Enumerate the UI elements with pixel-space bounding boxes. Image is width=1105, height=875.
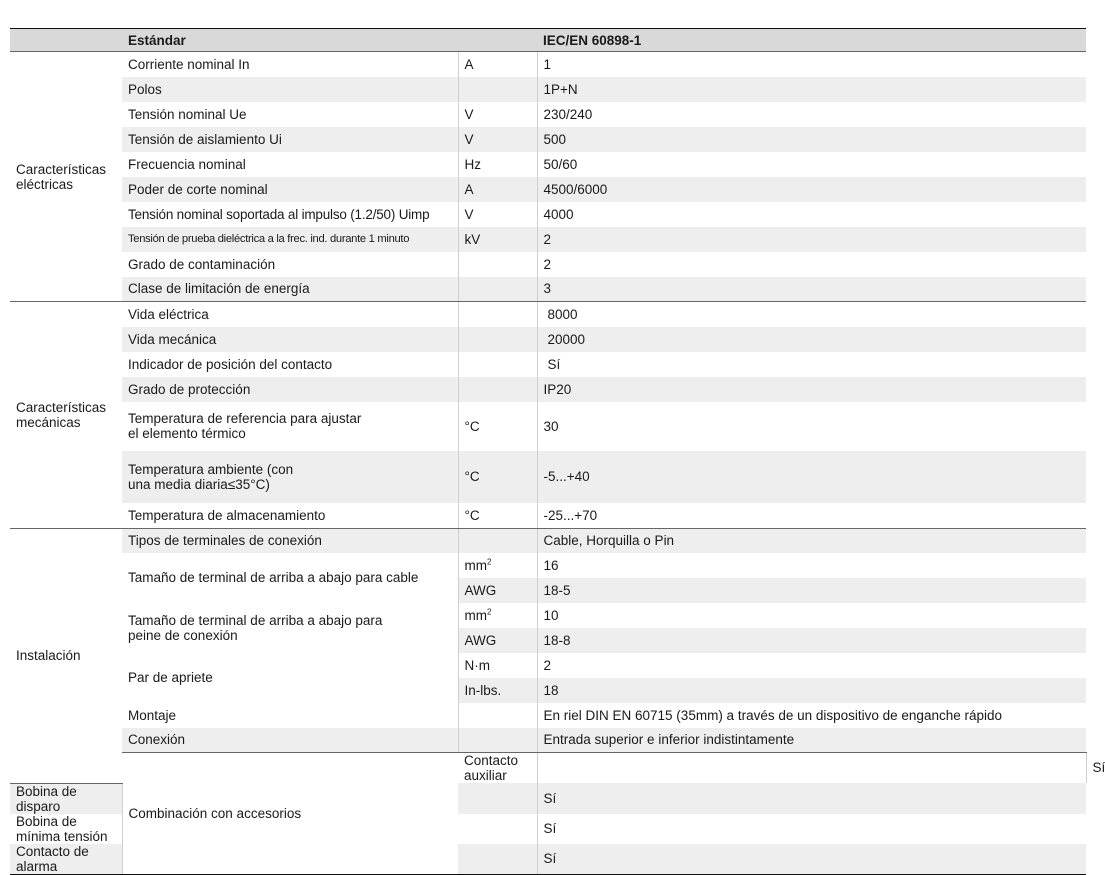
table-row — [10, 377, 1086, 402]
row-label: Grado de protección — [122, 377, 458, 402]
table-row: Combinación con accesorios Contacto auxiliar Sí — [10, 753, 1086, 784]
row-label: Poder de corte nominal — [122, 177, 458, 202]
row-unit: A — [458, 52, 537, 77]
row-value: 1P+N — [537, 77, 1086, 102]
row-label — [122, 603, 458, 653]
row-label: Polos — [122, 77, 458, 102]
row-unit — [458, 327, 537, 352]
row-unit — [458, 352, 537, 377]
table-row — [10, 703, 1086, 728]
row-value: 10 — [543, 607, 559, 623]
table-row — [10, 352, 1086, 377]
table-row — [10, 302, 1086, 327]
unit-text: mm — [464, 607, 487, 623]
row-label: Clase de limitación de energía — [122, 277, 458, 302]
unit-superscript: 2 — [487, 557, 492, 566]
table-row — [10, 177, 1086, 202]
row-label: Tensión nominal soportada al impulso (1.2/50) Uimp — [122, 202, 458, 227]
group-accessories: Combinación con accesorios — [122, 753, 458, 875]
row-value: 2 — [543, 657, 552, 673]
row-label: Contacto de alarma — [10, 844, 122, 875]
table-row — [10, 252, 1086, 277]
row-value: IP20 — [537, 377, 1086, 402]
row-value: Entrada superior e inferior indistintamente — [537, 728, 1086, 753]
row-label-line: Tamaño de terminal de arriba a abajo para — [128, 612, 383, 628]
unit-text: mm — [464, 557, 487, 573]
row-unit: °C — [458, 451, 537, 503]
table-row — [10, 77, 1086, 102]
row-unit — [458, 814, 537, 844]
row-unit — [458, 603, 537, 628]
row-value: 16 — [543, 557, 559, 573]
table-row — [10, 227, 1086, 252]
row-label-line: Temperatura ambiente (con — [128, 461, 294, 477]
row-unit: A — [458, 177, 537, 202]
specifications-table — [10, 28, 1105, 875]
table-header-row — [10, 29, 1086, 52]
row-value: 4000 — [543, 206, 574, 222]
row-value: Sí — [537, 844, 1086, 875]
row-label-line: una media diaria≤35°C) — [128, 476, 270, 492]
row-value: 18-5 — [537, 578, 1086, 603]
row-value: 20000 — [537, 327, 1086, 352]
row-value: 8000 — [547, 306, 578, 322]
row-value: 1 — [543, 56, 552, 72]
row-label: Corriente nominal In — [122, 52, 458, 77]
row-label-line: peine de conexión — [128, 627, 238, 643]
row-label: Frecuencia nominal — [122, 152, 458, 177]
table-row — [10, 152, 1086, 177]
row-value: 230/240 — [543, 106, 593, 122]
table-row — [10, 451, 1086, 503]
row-label: Bobina de disparo — [10, 783, 122, 814]
header-value: IEC/EN 60898-1 — [537, 29, 1086, 52]
row-value: En riel DIN EN 60715 (35mm) a través de un dispositivo de enganche rápido — [543, 707, 1002, 723]
row-value: -25...+70 — [537, 503, 1086, 529]
row-unit: AWG — [458, 628, 537, 653]
row-unit: N·m — [458, 653, 537, 678]
row-unit — [458, 783, 537, 814]
table-row — [10, 553, 1086, 578]
row-unit — [458, 77, 537, 102]
row-label: Par de apriete — [122, 653, 458, 703]
table-row — [10, 503, 1086, 529]
row-unit — [458, 553, 537, 578]
row-label: Conexión — [122, 728, 458, 753]
row-label: Contacto auxiliar — [458, 753, 537, 784]
row-label: Tamaño de terminal de arriba a abajo para cable — [122, 553, 458, 603]
row-label-line: Temperatura de referencia para ajustar — [128, 411, 362, 426]
row-label: Grado de contaminación — [122, 252, 458, 277]
header-label: Estándar — [122, 29, 458, 52]
row-value: 18 — [537, 678, 1086, 703]
row-value: 4500/6000 — [537, 177, 1086, 202]
group-electrical: Características eléctricas — [10, 52, 122, 302]
row-unit: V — [458, 127, 537, 152]
row-unit — [458, 844, 537, 875]
row-unit: In-lbs. — [458, 678, 537, 703]
row-value: Cable, Horquilla o Pin — [537, 529, 1086, 553]
row-label: Vida mecánica — [122, 327, 458, 352]
row-unit: °C — [458, 402, 537, 451]
row-value: 500 — [537, 127, 1086, 152]
row-unit — [458, 277, 537, 302]
row-value: 2 — [543, 256, 552, 272]
table-row — [10, 728, 1086, 753]
row-unit: kV — [458, 227, 537, 252]
row-unit — [458, 703, 537, 728]
table-row — [10, 102, 1086, 127]
row-label: Indicador de posición del contacto — [122, 352, 458, 377]
row-unit: Hz — [458, 152, 537, 177]
header-unit — [458, 29, 537, 52]
row-value: -5...+40 — [537, 451, 1086, 503]
row-label — [122, 451, 458, 503]
row-label: Vida eléctrica — [122, 302, 458, 327]
row-label: Montaje — [122, 703, 458, 728]
table-row — [10, 127, 1086, 152]
row-unit — [458, 302, 537, 327]
table-row — [10, 327, 1086, 352]
row-value: 50/60 — [543, 156, 578, 172]
row-unit — [458, 252, 537, 277]
header-spacer — [10, 29, 122, 52]
row-unit: AWG — [458, 578, 537, 603]
row-unit — [537, 753, 1086, 784]
row-unit — [458, 728, 537, 753]
row-label: Tensión de prueba dieléctrica a la frec. ind. durante 1 minuto — [122, 227, 458, 252]
table-row — [10, 603, 1086, 628]
row-unit: V — [458, 202, 537, 227]
group-mechanical: Características mecánicas — [10, 302, 122, 529]
table-row — [10, 277, 1086, 302]
row-value: Sí — [537, 783, 1086, 814]
row-value: 18-8 — [537, 628, 1086, 653]
row-value: 30 — [543, 418, 559, 434]
table-row — [10, 529, 1086, 553]
row-unit: V — [458, 102, 537, 127]
unit-superscript: 2 — [487, 607, 492, 616]
row-unit — [458, 377, 537, 402]
row-label — [122, 402, 458, 451]
row-unit — [458, 529, 537, 553]
table-row — [10, 653, 1086, 678]
row-value: Sí — [543, 821, 557, 836]
table-row — [10, 52, 1086, 77]
row-label: Tensión de aislamiento Ui — [122, 127, 458, 152]
table-row — [10, 202, 1086, 227]
row-label: Tensión nominal Ue — [122, 102, 458, 127]
row-label-line: el elemento térmico — [128, 426, 246, 441]
row-value: 2 — [537, 227, 1086, 252]
row-value: Sí — [547, 356, 561, 372]
row-unit: °C — [458, 503, 537, 529]
group-installation: Instalación — [10, 529, 122, 784]
row-label: Temperatura de almacenamiento — [122, 503, 458, 529]
row-label: Bobina de mínima tensión — [10, 814, 122, 844]
row-value: 3 — [537, 277, 1086, 302]
row-label: Tipos de terminales de conexión — [122, 529, 458, 553]
table-row — [10, 402, 1086, 451]
